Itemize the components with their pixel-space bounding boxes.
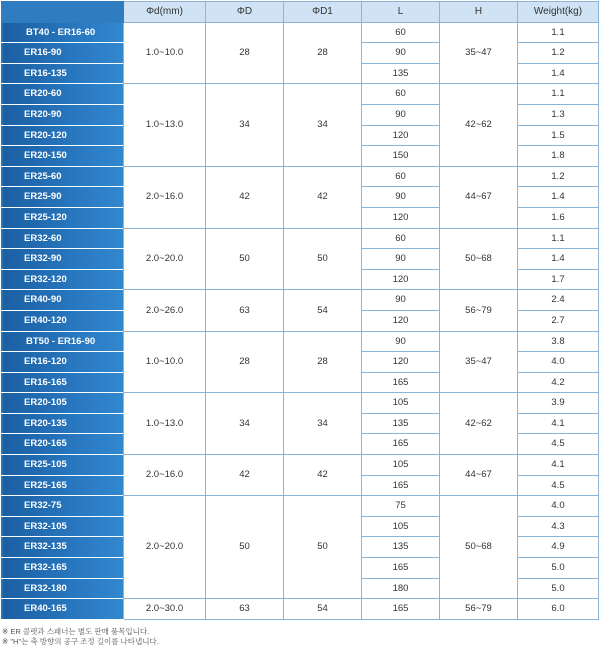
- model-cell: ER25-165: [2, 475, 124, 496]
- adjust-length-cell: 35~47: [440, 331, 518, 393]
- header-L: L: [362, 2, 440, 23]
- nose-diameter-cell: 34: [284, 84, 362, 166]
- weight-cell: 2.7: [518, 310, 599, 331]
- model-cell: ER20-90: [2, 104, 124, 125]
- nose-diameter-cell: 54: [284, 599, 362, 620]
- weight-cell: 1.8: [518, 146, 599, 167]
- model-cell: ER32-165: [2, 558, 124, 579]
- length-cell: 90: [362, 331, 440, 352]
- model-cell: ER16-165: [2, 372, 124, 393]
- table-row: [2, 166, 599, 187]
- weight-cell: 1.7: [518, 269, 599, 290]
- length-cell: 165: [362, 558, 440, 579]
- adjust-length-cell: 56~79: [440, 290, 518, 331]
- spec-table-body: [2, 22, 599, 619]
- bore-range-cell: 2.0~16.0: [124, 455, 206, 496]
- adjust-length-cell: 35~47: [440, 22, 518, 84]
- weight-cell: 1.4: [518, 63, 599, 84]
- adjust-length-cell: 44~67: [440, 455, 518, 496]
- bore-range-cell: 2.0~30.0: [124, 599, 206, 620]
- body-diameter-cell: 42: [206, 455, 284, 496]
- table-row: [2, 290, 599, 311]
- length-cell: 90: [362, 104, 440, 125]
- adjust-length-cell: 56~79: [440, 599, 518, 620]
- spec-table: [1, 1, 599, 620]
- model-cell: ER32-90: [2, 249, 124, 270]
- model-cell: ER32-180: [2, 578, 124, 599]
- length-cell: 90: [362, 290, 440, 311]
- nose-diameter-cell: 28: [284, 331, 362, 393]
- length-cell: 120: [362, 269, 440, 290]
- model-cell: ER20-150: [2, 146, 124, 167]
- length-cell: 165: [362, 599, 440, 620]
- bore-range-cell: 2.0~20.0: [124, 228, 206, 290]
- length-cell: 105: [362, 516, 440, 537]
- weight-cell: 1.2: [518, 166, 599, 187]
- model-cell: ER20-135: [2, 413, 124, 434]
- header-weight: Weight(kg): [518, 2, 599, 23]
- weight-cell: 6.0: [518, 599, 599, 620]
- length-cell: 105: [362, 455, 440, 476]
- model-cell: ER32-135: [2, 537, 124, 558]
- length-cell: 60: [362, 228, 440, 249]
- table-row: [2, 84, 599, 105]
- model-cell: ER16-90: [2, 43, 124, 64]
- bore-range-cell: 2.0~20.0: [124, 496, 206, 599]
- model-cell: ER32-120: [2, 269, 124, 290]
- model-cell: ER20-105: [2, 393, 124, 414]
- length-cell: 120: [362, 125, 440, 146]
- model-cell: ER32-105: [2, 516, 124, 537]
- weight-cell: 1.1: [518, 228, 599, 249]
- table-row: [2, 599, 599, 620]
- model-cell: ER32-75: [2, 496, 124, 517]
- body-diameter-cell: 34: [206, 84, 284, 166]
- footnote: ※ "H"는 축 방향의 공구 조정 길이를 나타냅니다.: [2, 637, 159, 646]
- nose-diameter-cell: 42: [284, 455, 362, 496]
- weight-cell: 3.8: [518, 331, 599, 352]
- length-cell: 90: [362, 187, 440, 208]
- footnotes: [2, 627, 598, 647]
- body-diameter-cell: 50: [206, 496, 284, 599]
- bore-range-cell: 2.0~26.0: [124, 290, 206, 331]
- weight-cell: 1.3: [518, 104, 599, 125]
- weight-cell: 3.9: [518, 393, 599, 414]
- length-cell: 60: [362, 84, 440, 105]
- nose-diameter-cell: 34: [284, 393, 362, 455]
- length-cell: 90: [362, 43, 440, 64]
- weight-cell: 1.2: [518, 43, 599, 64]
- weight-cell: 5.0: [518, 558, 599, 579]
- model-cell: ER25-60: [2, 166, 124, 187]
- length-cell: 60: [362, 166, 440, 187]
- model-cell: BT40 - ER16-60: [2, 22, 124, 43]
- length-cell: 120: [362, 352, 440, 373]
- adjust-length-cell: 42~62: [440, 84, 518, 166]
- model-cell: ER25-105: [2, 455, 124, 476]
- length-cell: 120: [362, 310, 440, 331]
- weight-cell: 1.1: [518, 84, 599, 105]
- weight-cell: 4.1: [518, 455, 599, 476]
- length-cell: 165: [362, 372, 440, 393]
- header-d: Φd(mm): [124, 2, 206, 23]
- weight-cell: 1.1: [518, 22, 599, 43]
- weight-cell: 4.0: [518, 496, 599, 517]
- body-diameter-cell: 28: [206, 22, 284, 84]
- model-cell: BT50 - ER16-90: [2, 331, 124, 352]
- header-D: ΦD: [206, 2, 284, 23]
- adjust-length-cell: 42~62: [440, 393, 518, 455]
- model-cell: ER32-60: [2, 228, 124, 249]
- model-cell: ER20-165: [2, 434, 124, 455]
- weight-cell: 1.5: [518, 125, 599, 146]
- bore-range-cell: 1.0~13.0: [124, 84, 206, 166]
- adjust-length-cell: 50~68: [440, 228, 518, 290]
- body-diameter-cell: 34: [206, 393, 284, 455]
- model-cell: ER20-120: [2, 125, 124, 146]
- length-cell: 60: [362, 22, 440, 43]
- weight-cell: 4.2: [518, 372, 599, 393]
- adjust-length-cell: 44~67: [440, 166, 518, 228]
- nose-diameter-cell: 50: [284, 228, 362, 290]
- model-cell: ER40-90: [2, 290, 124, 311]
- nose-diameter-cell: 54: [284, 290, 362, 331]
- bore-range-cell: 1.0~10.0: [124, 22, 206, 84]
- footnote: ※ ER 콜렛과 스패너는 별도 판매 품목입니다.: [2, 627, 150, 636]
- table-row: [2, 393, 599, 414]
- body-diameter-cell: 63: [206, 290, 284, 331]
- body-diameter-cell: 28: [206, 331, 284, 393]
- header-H: H: [440, 2, 518, 23]
- model-cell: ER40-120: [2, 310, 124, 331]
- body-diameter-cell: 63: [206, 599, 284, 620]
- header-row: [2, 2, 599, 23]
- header-D1: ΦD1: [284, 2, 362, 23]
- length-cell: 150: [362, 146, 440, 167]
- weight-cell: 4.9: [518, 537, 599, 558]
- weight-cell: 1.4: [518, 249, 599, 270]
- length-cell: 105: [362, 393, 440, 414]
- length-cell: 135: [362, 537, 440, 558]
- bore-range-cell: 2.0~16.0: [124, 166, 206, 228]
- nose-diameter-cell: 50: [284, 496, 362, 599]
- length-cell: 165: [362, 475, 440, 496]
- length-cell: 135: [362, 63, 440, 84]
- length-cell: 180: [362, 578, 440, 599]
- body-diameter-cell: 42: [206, 166, 284, 228]
- weight-cell: 4.3: [518, 516, 599, 537]
- weight-cell: 1.6: [518, 207, 599, 228]
- length-cell: 165: [362, 434, 440, 455]
- table-row: [2, 22, 599, 43]
- model-cell: ER16-120: [2, 352, 124, 373]
- model-cell: ER25-120: [2, 207, 124, 228]
- length-cell: 90: [362, 249, 440, 270]
- length-cell: 75: [362, 496, 440, 517]
- model-cell: ER16-135: [2, 63, 124, 84]
- bore-range-cell: 1.0~13.0: [124, 393, 206, 455]
- model-cell: ER20-60: [2, 84, 124, 105]
- weight-cell: 2.4: [518, 290, 599, 311]
- length-cell: 135: [362, 413, 440, 434]
- body-diameter-cell: 50: [206, 228, 284, 290]
- weight-cell: 5.0: [518, 578, 599, 599]
- header-corner: [2, 2, 124, 23]
- table-row: [2, 331, 599, 352]
- table-row: [2, 228, 599, 249]
- weight-cell: 4.5: [518, 475, 599, 496]
- model-cell: ER25-90: [2, 187, 124, 208]
- nose-diameter-cell: 42: [284, 166, 362, 228]
- length-cell: 120: [362, 207, 440, 228]
- weight-cell: 4.1: [518, 413, 599, 434]
- weight-cell: 1.4: [518, 187, 599, 208]
- weight-cell: 4.0: [518, 352, 599, 373]
- nose-diameter-cell: 28: [284, 22, 362, 84]
- bore-range-cell: 1.0~10.0: [124, 331, 206, 393]
- table-row: [2, 455, 599, 476]
- model-cell: ER40-165: [2, 599, 124, 620]
- weight-cell: 4.5: [518, 434, 599, 455]
- adjust-length-cell: 50~68: [440, 496, 518, 599]
- table-row: [2, 496, 599, 517]
